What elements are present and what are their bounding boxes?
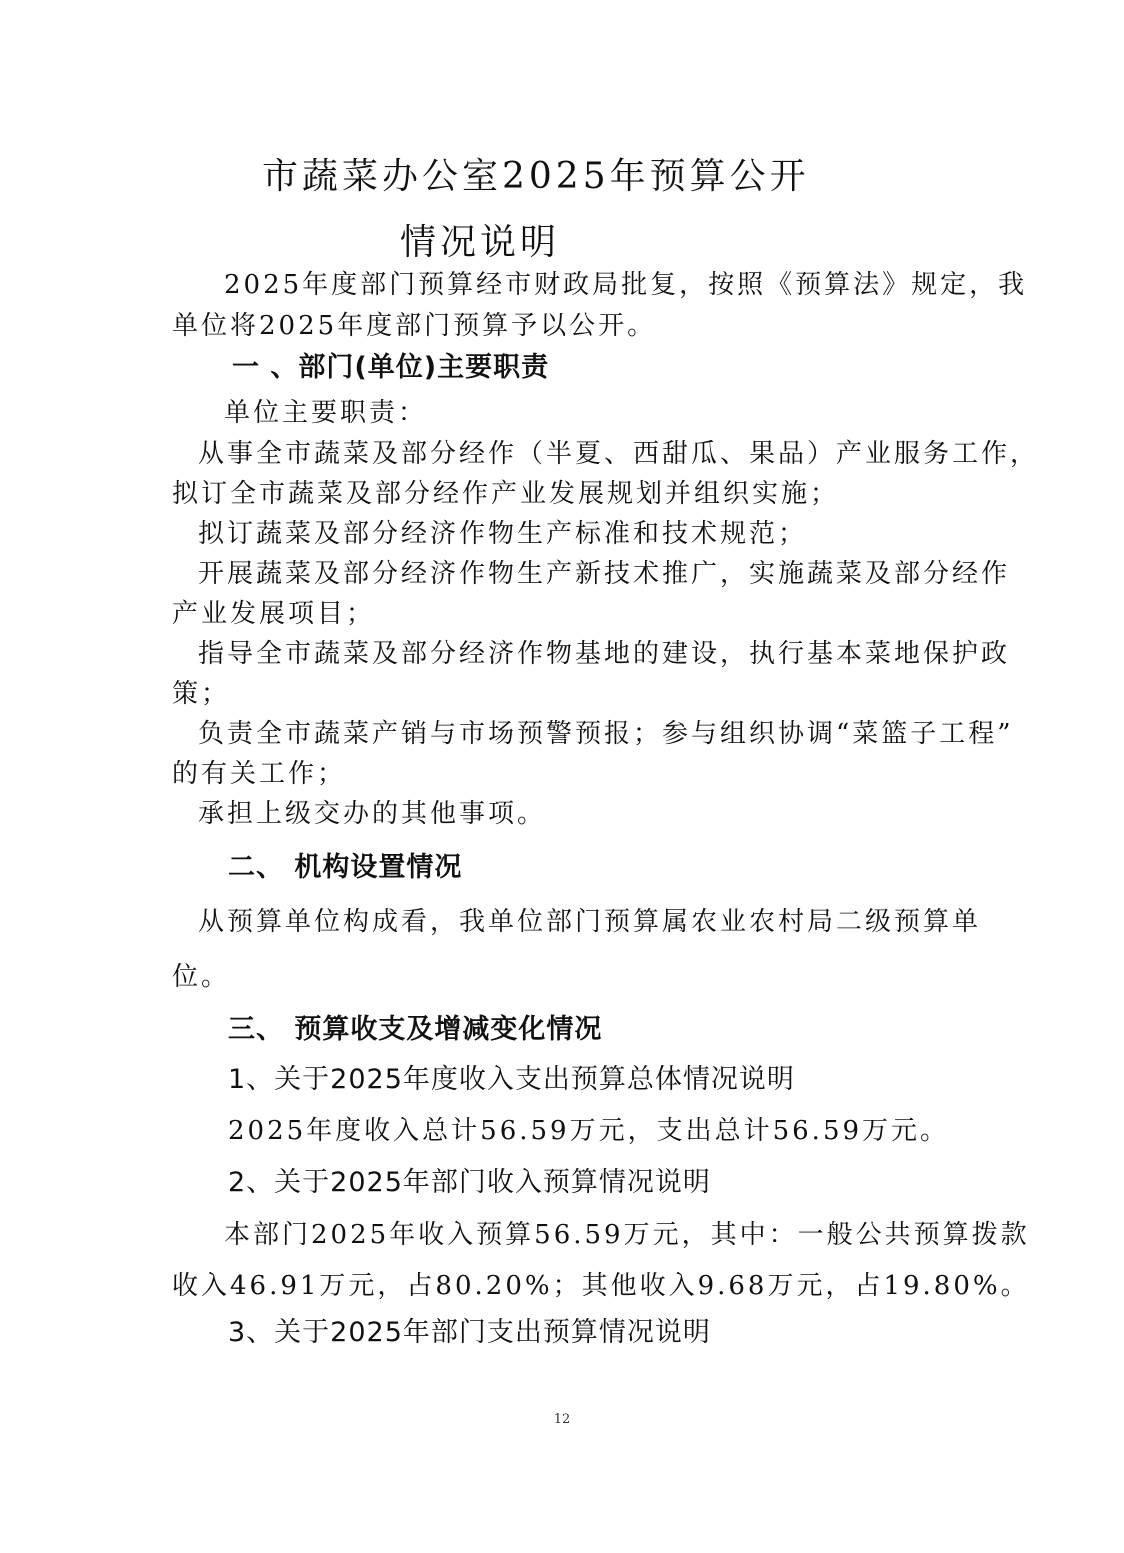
subsection-3-heading: 3、关于2025年部门支出预算情况说明: [228, 1317, 711, 1348]
section-2-body-line-1: 从预算单位构成看，我单位部门预算属农业农村局二级预算单: [198, 907, 982, 937]
subsection-2-body-line-2: 收入46.91万元，占80.20%；其他收入9.68万元，占19.80%。: [172, 1271, 1030, 1301]
subsection-2-body-line-1: 本部门2025年收入预算56.59万元，其中：一般公共预算拨款: [224, 1220, 1030, 1250]
section-3-heading: 三、 预算收支及增减变化情况: [228, 1014, 603, 1045]
intro-paragraph-line-2: 单位将2025年度部门预算予以公开。: [172, 311, 657, 341]
duty-4-line-1: 指导全市蔬菜及部分经济作物基地的建设，执行基本菜地保护政: [198, 639, 1011, 669]
duty-1-line-1: 从事全市蔬菜及部分经作（半夏、西甜瓜、果品）产业服务工作，: [198, 439, 1040, 469]
duty-6: 承担上级交办的其他事项。: [198, 799, 547, 829]
duty-4-line-2: 策；: [172, 679, 231, 709]
section-1-lead: 单位主要职责：: [224, 398, 428, 428]
document-title-line-1: 市蔬菜办公室2025年预算公开: [262, 156, 810, 197]
section-2-body-line-2: 位。: [172, 962, 231, 992]
document-title-line-2: 情况说明: [400, 222, 561, 263]
section-1-heading: 一 、部门(单位)主要职责: [232, 352, 550, 383]
duty-3-line-1: 开展蔬菜及部分经济作物生产新技术推广，实施蔬菜及部分经作: [198, 559, 1011, 589]
subsection-2-heading: 2、关于2025年部门收入预算情况说明: [228, 1167, 711, 1198]
duty-5-line-1: 负责全市蔬菜产销与市场预警预报；参与组织协调“菜篮子工程”: [198, 719, 1014, 749]
page-number: 12: [553, 1412, 571, 1427]
duty-3-line-2: 产业发展项目；: [172, 599, 376, 629]
duty-5-line-2: 的有关工作；: [172, 759, 347, 789]
subsection-1-body: 2025年度收入总计56.59万元，支出总计56.59万元。: [228, 1116, 950, 1146]
section-2-heading: 二、 机构设置情况: [228, 852, 463, 883]
subsection-1-heading: 1、关于2025年度收入支出预算总体情况说明: [228, 1064, 795, 1095]
intro-paragraph-line-1: 2025年度部门预算经市财政局批复，按照《预算法》规定，我: [224, 270, 1028, 300]
duty-2: 拟订蔬菜及部分经济作物生产标准和技术规范；: [198, 519, 808, 549]
duty-1-line-2: 拟订全市蔬菜及部分经作产业发展规划并组织实施；: [172, 479, 840, 509]
